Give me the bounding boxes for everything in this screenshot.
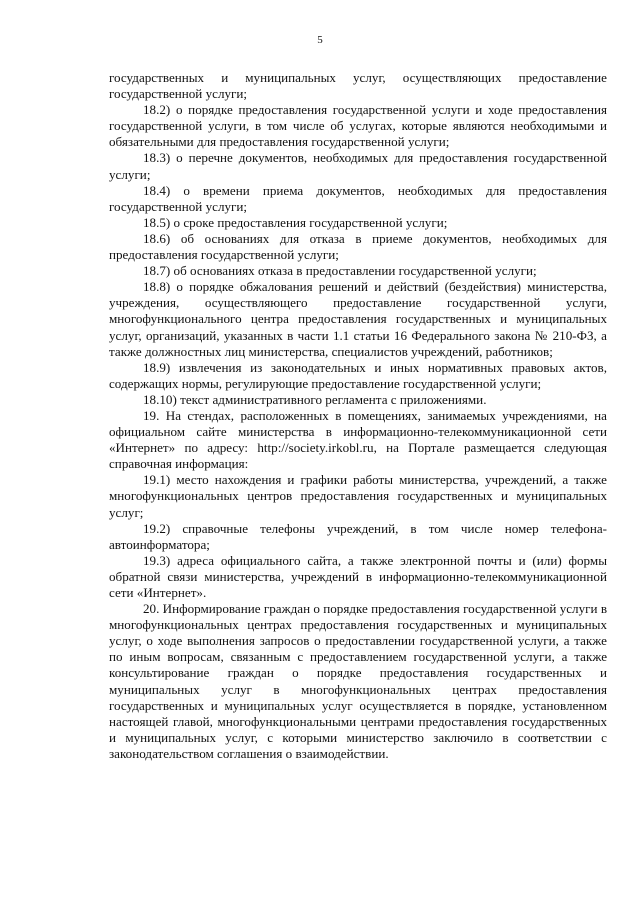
paragraph-18-6: 18.6) об основаниях для отказа в приеме документов, необходимых для предоставления государственной услуги; [109, 230, 607, 263]
paragraph-19-1: 19.1) место нахождения и графики работы министерства, учреждений, а также многофункциональных центров предоставления государственных и муниципальных услуг; [109, 472, 607, 520]
paragraph-18-10: 18.10) текст административного регламента с приложениями. [143, 391, 487, 407]
paragraph-19-3: 19.3) адреса официального сайта, а также электронной почты и (или) формы обратной связи министерства, учреждений в информационно-телекоммуникационной сети «Интернет». [109, 552, 607, 600]
document-body [109, 70, 607, 762]
paragraph-19-2: 19.2) справочные телефоны учреждений, в том числе номер телефона-автоинформатора; [109, 520, 607, 552]
paragraph-18-4: 18.4) о времени приема документов, необходимых для предоставления государственной услуги; [109, 182, 607, 214]
paragraph-continuation: государственных и муниципальных услуг, осуществляющих предоставление государственной услуги; [109, 70, 607, 102]
paragraph-18-5: 18.5) о сроке предоставления государственной услуги; [143, 214, 448, 230]
paragraph-18-3: 18.3) о перечне документов, необходимых для предоставления государственной услуги; [109, 150, 607, 182]
paragraph-19: 19. На стендах, расположенных в помещениях, занимаемых учреждениями, на официальном сайте министерства в информационно-телекоммуникационной сети «Интернет» по адресу: http://society.irkobl.ru, на Портале размещается следующая справочная информация: [109, 407, 607, 472]
paragraph-18-8: 18.8) о порядке обжалования решений и действий (бездействия) министерства, учреждения, осуществляющего предоставление государственной услуги, многофункционального центра предоставления государственных и муниципальных услуг, организаций, указанных в части 1.1 статьи 16 Федерального закона № 210-ФЗ, а также должностных лиц министерства, специалистов учреждений, работников; [109, 279, 607, 359]
paragraph-18-9: 18.9) извлечения из законодательных и иных нормативных правовых актов, содержащих нормы, регулирующие предоставление государственной услуги; [109, 359, 607, 391]
paragraph-18-7: 18.7) об основаниях отказа в предоставлении государственной услуги; [143, 263, 537, 279]
page-number: 5 [317, 34, 323, 46]
paragraph-18-2: 18.2) о порядке предоставления государственной услуги и ходе предоставления государственной услуги, в том числе об услугах, которые являются необходимыми и обязательными для предоставления государственной услуги; [109, 102, 607, 150]
paragraph-20: 20. Информирование граждан о порядке предоставления государственной услуги в многофункциональных центрах предоставления государственных и муниципальных услуг, о ходе выполнения запросов о предоставлении государственной услуги, а также по иным вопросам, связанным с предоставлением государственной услуги, а также консультирование граждан о порядке предоставления государственных и муниципальных услуг в многофункциональных центрах предоставления государственных и муниципальных услуг осуществляется в порядке, установленном настоящей главой, многофункциональными центрами предоставления государственных и муниципальных услуг, с которыми министерство заключило в соответствии с законодательством соглашения о взаимодействии. [109, 601, 607, 761]
